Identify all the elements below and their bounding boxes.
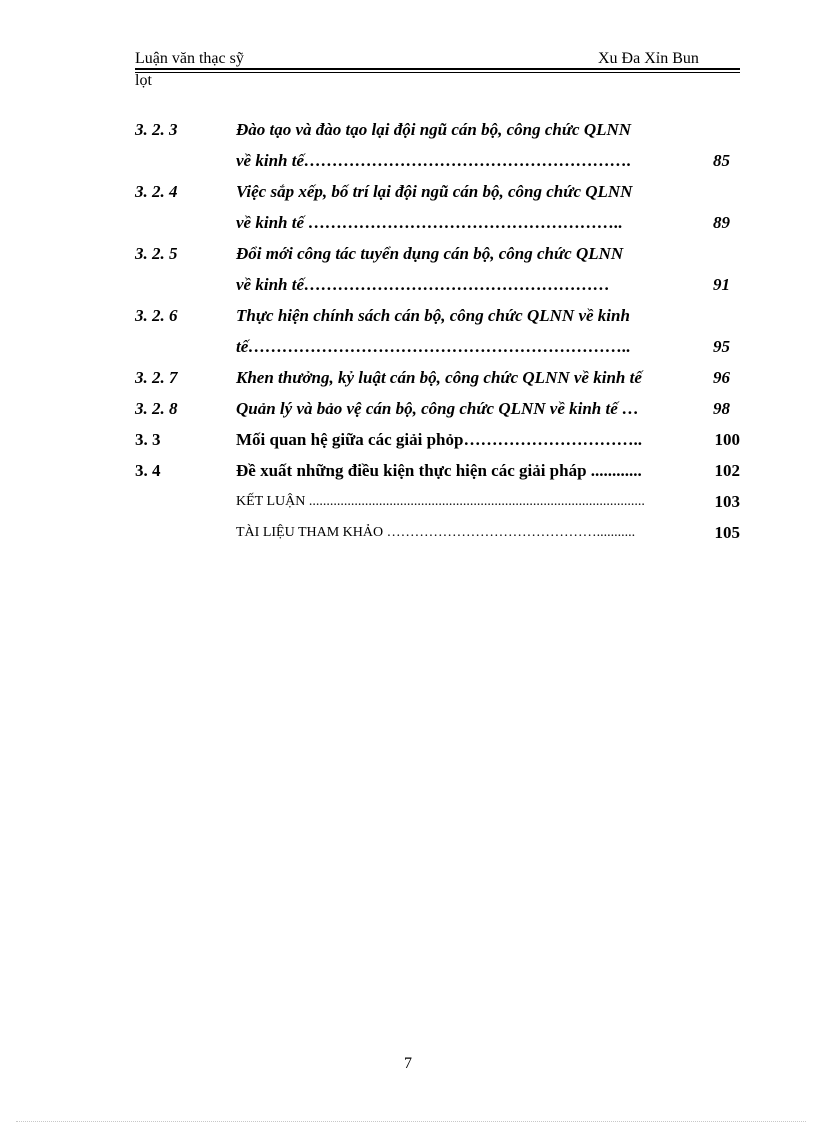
toc-entry-number: 3. 2. 5: [135, 244, 178, 263]
toc-entry-number: 3. 2. 3: [135, 120, 178, 139]
toc-entry-page: 85: [713, 151, 730, 170]
toc-entry-page: 96: [713, 368, 730, 387]
toc-entry-title: Thực hiện chính sách cán bộ, công chức QLNN về kinh: [236, 306, 630, 325]
toc-entry-page: 89: [713, 213, 730, 232]
page-break-dotted-line: [16, 1121, 806, 1122]
toc-entry-page: 95: [713, 337, 730, 356]
toc-entry-line[interactable]: [135, 362, 740, 393]
toc-entry-line[interactable]: [135, 393, 740, 424]
toc-entry-line[interactable]: [135, 424, 740, 455]
toc-entry-page: 98: [713, 399, 730, 418]
toc-entry-conclusion[interactable]: [135, 486, 740, 517]
toc-entry-line[interactable]: [135, 114, 740, 145]
toc-entry-title-cont: tế…………………………………………………………..: [236, 337, 631, 356]
toc-entry-title: TÀI LIỆU THAM KHẢO ………………………………………...........: [236, 525, 636, 540]
toc-entry-line[interactable]: [135, 331, 740, 362]
table-of-contents: [135, 114, 740, 548]
running-header: [135, 50, 740, 70]
toc-entry-line[interactable]: [135, 300, 740, 331]
toc-entry-number: 3. 2. 7: [135, 368, 178, 387]
header-rule-thin: [135, 72, 740, 73]
toc-entry-number: 3. 2. 6: [135, 306, 178, 325]
toc-entry-line[interactable]: [135, 145, 740, 176]
header-author: Xu Đa Xỉn Bun: [598, 50, 699, 67]
toc-entry-page: 103: [714, 492, 740, 511]
header-thesis-type: Luận văn thạc sỹ: [135, 50, 244, 67]
header-rule-thick: [135, 68, 740, 70]
toc-entry-title: Khen thưởng, kỷ luật cán bộ, công chức QLNN về kinh tế: [236, 368, 642, 387]
toc-entry-title-cont: về kinh tế ………………………………………………..: [236, 213, 623, 232]
page-number: 7: [404, 1055, 412, 1072]
toc-entry-title: Mối quan hệ giữa các giải phỏp…………………………..: [236, 430, 642, 449]
toc-entry-title: KẾT LUẬN ................................................................................................: [236, 494, 645, 509]
toc-entry-number: 3. 3: [135, 430, 161, 449]
toc-entry-title: Việc sắp xếp, bố trí lại đội ngũ cán bộ, công chức QLNN: [236, 182, 633, 201]
toc-entry-line[interactable]: [135, 455, 740, 486]
toc-entry-line[interactable]: [135, 269, 740, 300]
toc-entry-line[interactable]: [135, 207, 740, 238]
toc-entry-title-cont: về kinh tế………………………………………………: [236, 275, 610, 294]
toc-entry-references[interactable]: [135, 517, 740, 548]
toc-entry-page: 91: [713, 275, 730, 294]
toc-entry-title-cont: về kinh tế………………………………………………….: [236, 151, 632, 170]
header-author-continuation: lọt: [135, 72, 152, 89]
toc-entry-number: 3. 2. 8: [135, 399, 178, 418]
toc-entry-page: 100: [714, 430, 740, 449]
toc-entry-page: 105: [714, 523, 740, 542]
toc-entry-line[interactable]: [135, 238, 740, 269]
toc-entry-number: 3. 4: [135, 461, 161, 480]
toc-entry-number: 3. 2. 4: [135, 182, 178, 201]
toc-entry-title: Quản lý và bảo vệ cán bộ, công chức QLNN về kinh tế …: [236, 399, 640, 418]
toc-entry-page: 102: [714, 461, 740, 480]
toc-entry-title: Đề xuất những điều kiện thực hiện các giải pháp ............: [236, 461, 642, 480]
toc-entry-title: Đổi mới công tác tuyển dụng cán bộ, công chức QLNN: [236, 244, 624, 263]
toc-entry-title: Đào tạo và đào tạo lại đội ngũ cán bộ, công chức QLNN: [236, 120, 632, 139]
toc-entry-line[interactable]: [135, 176, 740, 207]
